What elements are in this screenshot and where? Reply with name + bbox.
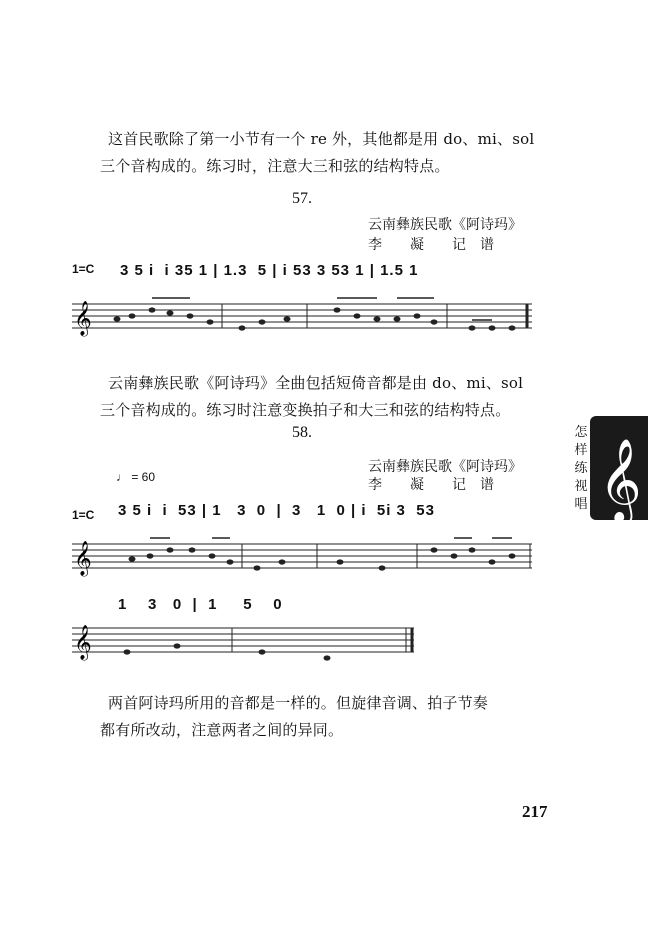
paragraph-line: 都有所改动，注意两者之间的异同。 — [100, 721, 344, 739]
treble-clef-icon: 𝄞 — [74, 301, 92, 336]
treble-clef-icon: 𝄞 — [74, 541, 92, 576]
side-label-char: 唱 — [574, 497, 588, 512]
key-signature: 1=C — [72, 508, 95, 522]
music-staff — [72, 614, 422, 670]
side-label-char: 怎 — [574, 425, 588, 440]
side-label-char: 样 — [574, 443, 588, 458]
side-label-char: 练 — [574, 461, 588, 476]
key-signature: 1=C — [72, 262, 95, 276]
treble-clef-icon — [590, 416, 648, 520]
numbered-notation: 1 3 0 | 1 5 0 — [118, 596, 283, 613]
example-number: 58. — [292, 424, 312, 441]
svg-text:𝄞: 𝄞 — [599, 437, 642, 520]
example-number: 57. — [292, 190, 312, 207]
treble-clef-icon: 𝄞 — [74, 625, 92, 660]
side-label-char: 视 — [574, 479, 588, 494]
paragraph-line: 这首民歌除了第一小节有一个 re 外，其他都是用 do、mi、sol — [108, 130, 535, 148]
tempo-value: = 60 — [131, 470, 156, 484]
paragraph-line: 三个音构成的。练习时，注意大三和弦的结构特点。 — [100, 157, 450, 175]
song-source: 云南彝族民歌《阿诗玛》 — [368, 459, 522, 475]
intro-paragraph — [100, 126, 550, 180]
quarter-note-icon: ♩ — [116, 470, 128, 484]
numbered-notation: 3 5 i i 53 | 1 3 0 | 3 1 0 | i 5i 3 53 — [118, 502, 435, 519]
paragraph-line: 云南彝族民歌《阿诗玛》全曲包括短倚音都是由 do、mi、sol — [108, 374, 524, 392]
music-staff — [72, 530, 542, 580]
music-staff — [72, 290, 542, 338]
transcriber-credit: 李 凝 记 谱 — [368, 477, 494, 493]
chapter-side-label — [571, 424, 591, 514]
paragraph-line: 两首阿诗玛所用的音都是一样的。但旋律音调、拍子节奏 — [108, 694, 489, 712]
tempo-marking — [116, 470, 155, 484]
chapter-tab — [590, 416, 648, 520]
song-source: 云南彝族民歌《阿诗玛》 — [368, 217, 522, 233]
conclusion-paragraph — [100, 690, 550, 744]
transcriber-credit: 李 凝 记 谱 — [368, 237, 494, 253]
paragraph-line: 三个音构成的。练习时注意变换拍子和大三和弦的结构特点。 — [100, 401, 511, 419]
page-number: 217 — [522, 802, 548, 821]
description-paragraph — [100, 370, 550, 424]
numbered-notation: 3 5 i i 35 1 | 1.3 5 | i 53 3 53 1 | 1.5 1 — [120, 262, 419, 279]
